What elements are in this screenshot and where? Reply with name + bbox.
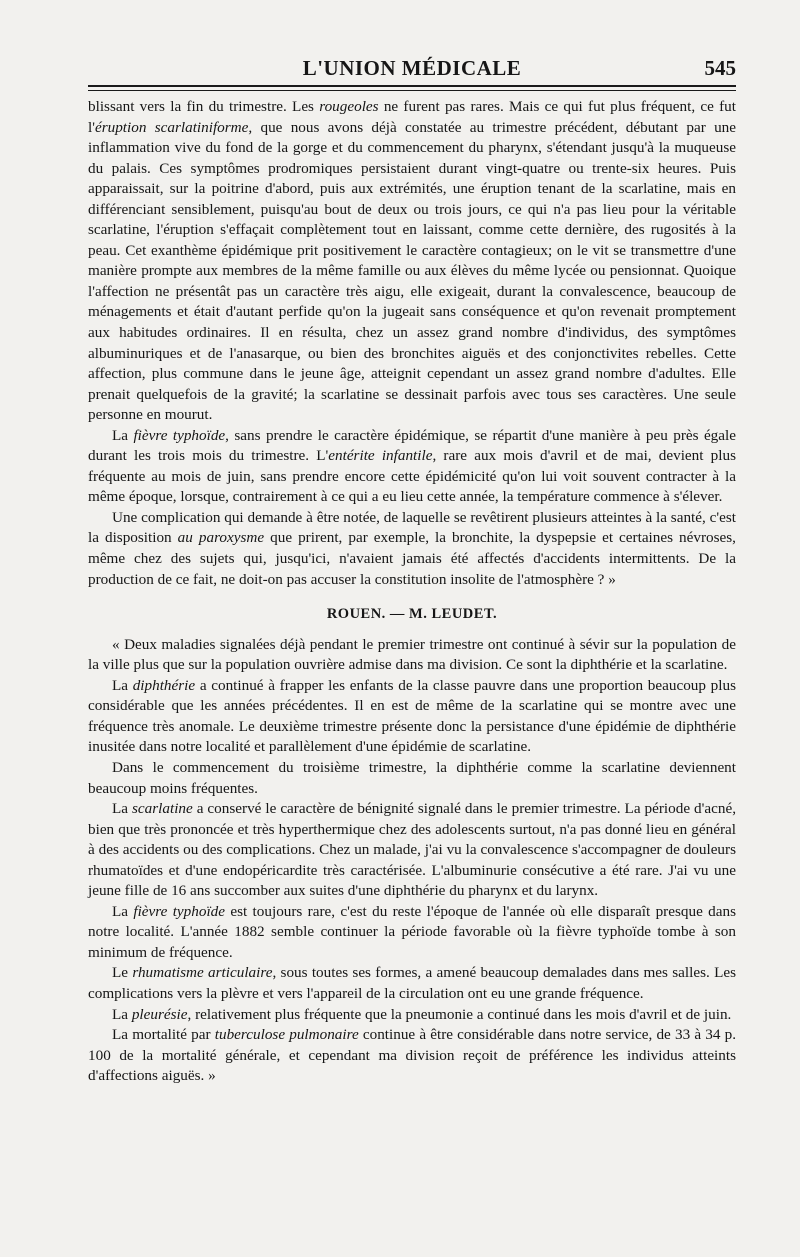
text-run: Le	[112, 964, 133, 982]
running-header	[88, 52, 736, 82]
paragraph	[88, 758, 736, 799]
text-run: , sans prendre le caractère épidémique, se répartit d'une manière à peu près égale durant les trois mois du trimestre. L'	[88, 426, 736, 465]
header-rule	[88, 85, 736, 87]
paragraph	[88, 508, 736, 590]
text-run: La	[112, 676, 133, 694]
italic-term: éruption scarlatiniforme,	[94, 118, 253, 136]
text-run: , relativement plus fréquente que la pneumonie a continué dans les mois d'avril et de juin.	[187, 1005, 732, 1023]
text-run: que nous avons déjà constatée au trimestre précédent, débutant par une inflammation vive du fond de la gorge et du commencement du pharynx, s'étendant jusqu'à la muqueuse du palais. Ces symptômes prodromiques persistaient durant vingt-quatre ou trente-six heures. Puis apparaissait, sur la poitrine d'abord, puis aux extrémités, une éruption tenant de la scarlatine, mais en différenciant sensiblement, puisqu'au bout de deux ou trois jours, ce qui n'a pas lieu pour la véritable scarlatine, l'éruption s'effaçait complètement tout en laissant, comme cette dernière, des rugosités à la peau. Cet exanthème épidémique prit positivement le caractère contagieux; on le vit se transmettre d'une manière prompte aux membres de la même famille ou aux élèves du même lycée ou pensionnat. Quoique l'affection ne présentât pas un caractère très aigu, elle exigeait, durant la convalescence, beaucoup de ménagements et était d'autant perfide qu'on la jugeait sans conséquence et qu'on revenait promptement aux habitudes ordinaires. Il en résulta, chez un assez grand nombre d'individus, des symptômes albuminuriques et de l'anasarque, ou bien des bronchites aiguës et des conjonctivites rebelles. Cette affection, plus commune dans le jeune âge, atteignit cependant un assez grand nombre d'adultes. Elle prenait quelquefois de la gravité; la scarlatine se dessinait parfois avec tous ses caractères. Une seule personne en mourut.	[88, 118, 736, 424]
italic-term: rougeoles	[319, 98, 379, 115]
text-run: ne furent pas rares. Mais ce qui fut plus fréquent, ce fut l'	[88, 98, 736, 136]
text-run: La	[112, 1005, 132, 1023]
italic-term: scarlatine	[132, 800, 193, 818]
italic-term: au paroxysme	[177, 529, 265, 547]
italic-term: fièvre typhoïde	[133, 426, 226, 444]
text-run: La mortalité par	[112, 1026, 215, 1044]
journal-title: L'UNION MÉDICALE	[302, 56, 522, 80]
text-run: « Deux maladies signalées déjà pendant le premier trimestre ont continué à sévir sur la population de la ville plus que sur la population ouvrière admise dans ma division. Ce sont la diphthérie et la scarlatine.	[88, 635, 736, 674]
text-run: ROUEN. — M. LEUDET.	[326, 606, 498, 623]
text-run: Dans le commencement du troisième trimestre, la diphthérie comme la scarlatine deviennent beaucoup moins fréquentes.	[88, 758, 736, 797]
page-number: 545	[704, 56, 736, 80]
italic-term: fièvre typhoïde	[133, 902, 226, 920]
italic-term: pleurésie	[131, 1005, 188, 1023]
paragraph	[88, 902, 736, 964]
text-run: La	[112, 426, 134, 444]
italic-term: entérite infantile	[328, 447, 433, 465]
italic-term: diphthérie	[132, 676, 196, 694]
paragraph	[88, 426, 736, 508]
paragraph	[88, 799, 736, 902]
paragraph	[88, 963, 736, 1004]
text-run: , sous toutes ses formes, a amené beaucoup demalades dans mes salles. Les complications vers la plèvre et vers l'appareil de la circulation ont eu une grande fréquence.	[88, 964, 736, 1002]
paragraph	[88, 97, 736, 426]
paragraph	[88, 635, 736, 676]
header-rule-thin	[88, 90, 736, 91]
section-heading	[88, 604, 736, 625]
italic-term: rhumatisme articulaire	[132, 964, 273, 982]
text-run: que prirent, par exemple, la bronchite, la dyspepsie et certaines névroses, même chez des sujets qui, jusqu'ici, n'avaient jamais été affectés d'accidents intermittents. De la production de ce fait, ne doit-on pas accuser la constitution insolite de l'atmosphère ? »	[88, 529, 736, 588]
paragraph	[88, 1025, 736, 1087]
text-run: a continué à frapper les enfants de la classe pauvre dans une proportion beaucoup plus considérable que les années précédentes. Il en est de même de la scarlatine qui se montre avec une fréquence très anomale. Le deuxième trimestre présente donc la persistance d'une épidémie de diphthérie inusitée dans notre localité et parallèlement d'une épidémie de scarlatine.	[88, 676, 736, 756]
text-run: blissant vers la fin du trimestre. Les	[88, 98, 320, 115]
paragraph	[88, 676, 736, 758]
text-run: , rare aux mois d'avril et de mai, devient plus fréquente au mois de juin, sans prendre encore cette épidémicité qu'on lui voit souvent contracter à la même époque, lorsque, contrairement à ce qui a eu lieu cette année, la température commence à s'élever.	[88, 447, 736, 506]
text-run: est toujours rare, c'est du reste l'époque de l'année où elle disparaît presque dans notre localité. L'année 1882 semble continuer la période favorable où la fièvre typhoïde tombe à son minimum de fréquence.	[88, 902, 736, 961]
article-body	[88, 97, 736, 1087]
text-run: a conservé le caractère de bénignité signalé dans le premier trimestre. La période d'acné, bien que très prononcée et très hyperthermique chez des adolescents surtout, n'a pas donné lieu en général à des accidents ou des complications. Chez un malade, j'ai vu la convalescence s'accompagner de douleurs rhumatoïdes et d'une endopéricardite très caractérisée. L'albuminurie consécutive a été rare. J'ai vu une jeune fille de 16 ans succomber aux suites d'une diphthérie du pharynx et du larynx.	[88, 800, 736, 900]
text-run: Une complication qui demande à être notée, de laquelle se revêtirent plusieurs atteintes à la santé, c'est la disposition	[88, 508, 736, 547]
text-run: La	[112, 902, 134, 920]
text-run: continue à être considérable dans notre service, de 33 à 34 p. 100 de la mortalité générale, et cependant ma division reçoit de préférence les individus atteints d'affections aiguës. »	[88, 1026, 736, 1085]
text-run: La	[112, 800, 132, 818]
italic-term: tuberculose pulmonaire	[214, 1026, 359, 1044]
paragraph	[88, 1005, 736, 1026]
